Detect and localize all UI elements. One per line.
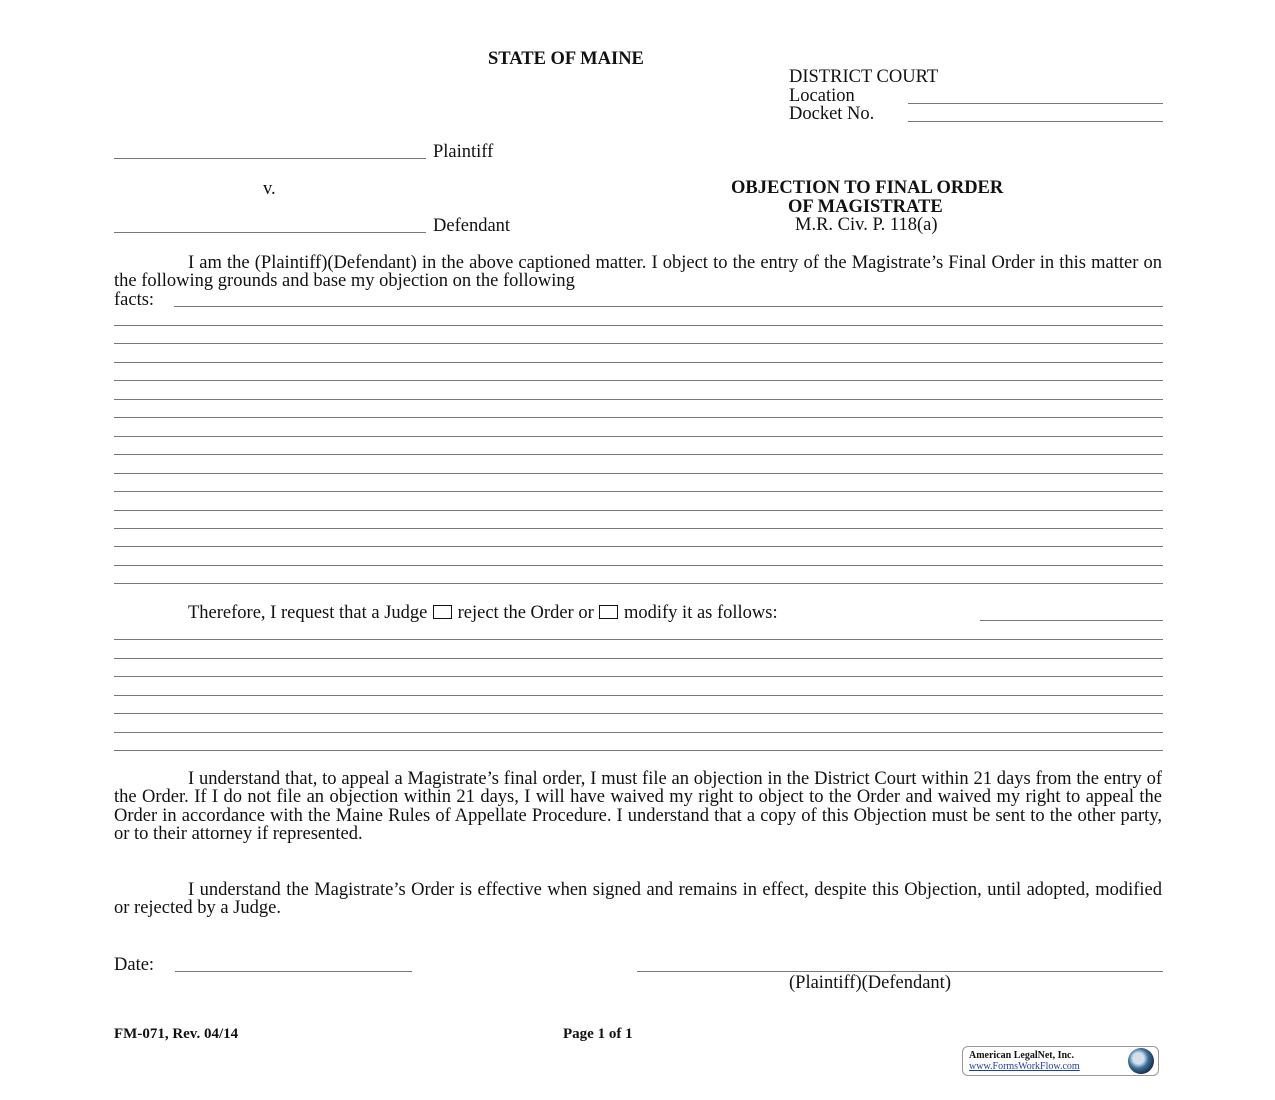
writing-line[interactable] [114, 565, 1163, 566]
writing-line[interactable] [114, 528, 1163, 529]
form-title-line2: OF MAGISTRATE [788, 197, 943, 217]
writing-line[interactable] [114, 713, 1163, 714]
writing-line[interactable] [114, 380, 1163, 381]
facts-label: facts: [114, 290, 155, 310]
writing-line[interactable] [114, 473, 1163, 474]
writing-line[interactable] [114, 658, 1163, 659]
court-name: DISTRICT COURT [789, 67, 939, 87]
globe-logo-icon [1128, 1048, 1154, 1074]
writing-line[interactable] [114, 546, 1163, 547]
effect-notice-text: I understand the Magistrate’s Order is effective when signed and remains in effect, despite this Objection, until adopted, modified or rejected by a Judge. [114, 880, 1162, 919]
signature-line[interactable] [637, 971, 1163, 972]
plaintiff-name-field[interactable] [114, 158, 426, 159]
writing-line[interactable] [114, 399, 1163, 400]
form-id: FM-071, Rev. 04/14 [114, 1026, 239, 1042]
writing-line[interactable] [114, 362, 1163, 363]
modify-option-label: modify it as follows: [623, 603, 778, 623]
writing-line[interactable] [114, 343, 1163, 344]
reject-checkbox[interactable] [433, 605, 452, 619]
form-title-line1: OBJECTION TO FINAL ORDER [731, 178, 1004, 198]
date-label: Date: [114, 955, 155, 975]
appeal-notice-paragraph [114, 770, 1162, 844]
facts-line[interactable] [174, 306, 1163, 307]
writing-line[interactable] [114, 583, 1163, 584]
request-prefix: Therefore, I request that a Judge [188, 603, 428, 623]
location-label: Location [789, 86, 855, 106]
writing-line[interactable] [114, 417, 1163, 418]
rule-citation: M.R. Civ. P. 118(a) [795, 215, 938, 235]
vendor-link[interactable]: www.FormsWorkFlow.com [969, 1061, 1080, 1072]
state-heading: STATE OF MAINE [488, 49, 644, 69]
modify-checkbox[interactable] [599, 605, 618, 619]
intro-text: I am the (Plaintiff)(Defendant) in the above captioned matter. I object to the entry of the Magistrate’s Final Order in this matter on the following grounds and base my objection on the following [114, 253, 1162, 292]
writing-line[interactable] [114, 750, 1163, 751]
docket-field[interactable] [908, 121, 1163, 122]
effect-notice-paragraph [114, 881, 1162, 918]
versus-label: v. [263, 179, 276, 199]
writing-line[interactable] [114, 732, 1163, 733]
modify-line[interactable] [980, 620, 1163, 621]
location-field[interactable] [908, 103, 1163, 104]
plaintiff-label: Plaintiff [433, 142, 494, 162]
request-sentence [188, 604, 778, 623]
vendor-badge[interactable] [962, 1046, 1159, 1076]
reject-option-label: reject the Order or [457, 603, 594, 623]
signer-label: (Plaintiff)(Defendant) [789, 973, 951, 993]
writing-line[interactable] [114, 510, 1163, 511]
writing-line[interactable] [114, 325, 1163, 326]
writing-line[interactable] [114, 639, 1163, 640]
writing-line[interactable] [114, 491, 1163, 492]
writing-line[interactable] [114, 695, 1163, 696]
writing-line[interactable] [114, 454, 1163, 455]
page-number: Page 1 of 1 [563, 1026, 633, 1042]
appeal-notice-text: I understand that, to appeal a Magistrate’s final order, I must file an objection in the District Court within 21 days from the entry of the Order. If I do not file an objection within 21 days, I will have waived my right to object to the Order and waived my right to appeal the Order in accordance with the Maine Rules of Appellate Procedure. I understand that a copy of this Objection must be sent to the other party, or to their attorney if represented. [114, 769, 1162, 845]
defendant-name-field[interactable] [114, 232, 426, 233]
defendant-label: Defendant [433, 216, 511, 236]
date-field[interactable] [175, 971, 412, 972]
writing-line[interactable] [114, 436, 1163, 437]
intro-paragraph [114, 254, 1162, 291]
docket-label: Docket No. [789, 104, 875, 124]
writing-line[interactable] [114, 676, 1163, 677]
vendor-name: American LegalNet, Inc. [969, 1050, 1074, 1061]
